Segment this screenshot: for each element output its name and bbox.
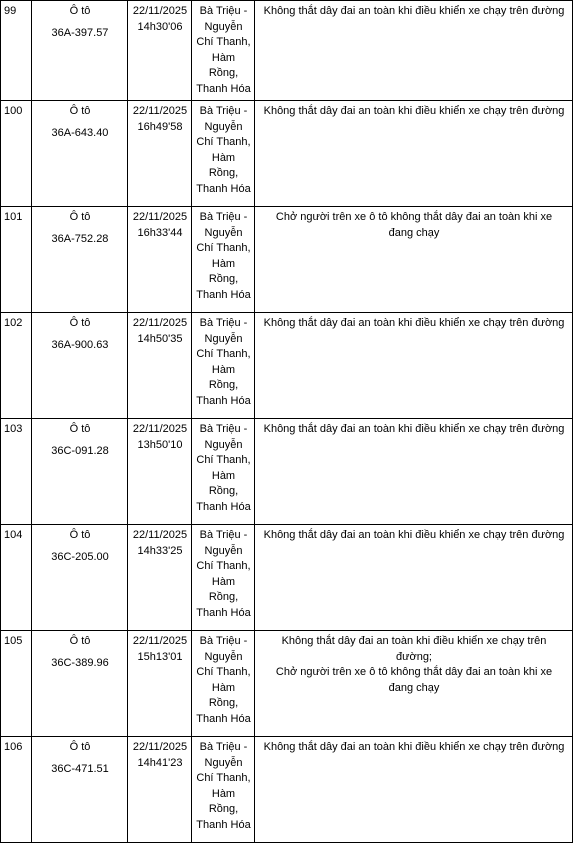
location-line: Rồng,	[208, 67, 239, 79]
vehicle-cell	[32, 101, 128, 207]
vehicle-type: Ô tô	[69, 529, 91, 541]
location-line: Chí Thanh,	[196, 560, 251, 572]
location-line: Rồng,	[208, 485, 239, 497]
time-cell	[128, 207, 192, 313]
location-line: Rồng,	[208, 591, 239, 603]
violation-date: 22/11/2025	[132, 423, 188, 435]
table-row	[1, 207, 573, 313]
violation-text: đường;	[396, 650, 432, 663]
violation-text: đang chạy	[388, 681, 440, 694]
location-line: Hàm	[211, 363, 236, 376]
location-line: Nguyễn	[204, 544, 243, 557]
violations-table-body	[1, 1, 573, 843]
location-line: Chí Thanh,	[196, 772, 251, 784]
violation-text: Chở người trên xe ô tô không thắt dây đai an toàn khi xe	[275, 211, 553, 223]
violation-time: 15h13'01	[137, 650, 183, 663]
location-line: Nguyễn	[204, 332, 243, 345]
violation-time: 14h30'06	[137, 20, 183, 33]
location-line: Nguyễn	[204, 20, 243, 33]
vehicle-type: Ô tô	[69, 211, 91, 223]
license-plate: 36A-643.40	[51, 126, 109, 139]
violation-text: Không thắt dây đai an toàn khi điều khiển xe chạy trên	[281, 635, 547, 647]
location-cell	[192, 313, 255, 419]
location-line: Chí Thanh,	[196, 348, 251, 360]
violation-cell	[255, 313, 573, 419]
location-line: Thanh Hóa	[196, 288, 251, 301]
violation-text: Không thắt dây đai an toàn khi điều khiển xe chạy trên đường	[263, 741, 565, 753]
vehicle-cell	[32, 737, 128, 843]
location-line: Rồng,	[208, 697, 239, 709]
license-plate: 36A-752.28	[51, 232, 109, 245]
location-cell	[192, 419, 255, 525]
location-line: Nguyễn	[204, 120, 243, 133]
location-line: Bà Triệu -	[199, 211, 248, 223]
violation-cell	[255, 419, 573, 525]
location-line: Rồng,	[208, 379, 239, 391]
location-cell	[192, 101, 255, 207]
vehicle-cell	[32, 525, 128, 631]
violation-cell	[255, 207, 573, 313]
vehicle-cell	[32, 1, 128, 101]
time-cell	[128, 101, 192, 207]
license-plate: 36C-389.96	[51, 656, 109, 669]
violation-text: Không thắt dây đai an toàn khi điều khiển xe chạy trên đường	[263, 423, 565, 435]
row-number: 104	[1, 525, 32, 631]
violation-time: 14h33'25	[137, 544, 183, 557]
violation-cell	[255, 525, 573, 631]
vehicle-type: Ô tô	[69, 423, 91, 435]
violation-date: 22/11/2025	[132, 211, 188, 223]
violation-time: 13h50'10	[137, 438, 183, 451]
location-line: Hàm	[211, 787, 236, 800]
location-line: Bà Triệu -	[199, 529, 248, 541]
vehicle-type: Ô tô	[69, 105, 91, 117]
time-cell	[128, 631, 192, 737]
row-number: 101	[1, 207, 32, 313]
location-line: Rồng,	[208, 273, 239, 285]
table-row	[1, 525, 573, 631]
location-line: Bà Triệu -	[199, 5, 248, 17]
row-number: 102	[1, 313, 32, 419]
location-cell	[192, 525, 255, 631]
table-row	[1, 737, 573, 843]
vehicle-type: Ô tô	[69, 5, 91, 17]
location-line: Bà Triệu -	[199, 105, 248, 117]
vehicle-cell	[32, 313, 128, 419]
table-row	[1, 631, 573, 737]
violation-cell	[255, 737, 573, 843]
location-cell	[192, 737, 255, 843]
location-line: Nguyễn	[204, 226, 243, 239]
violation-text: Không thắt dây đai an toàn khi điều khiển xe chạy trên đường	[263, 5, 565, 17]
violation-text: đang chạy	[388, 226, 440, 239]
location-line: Thanh Hóa	[196, 500, 251, 513]
license-plate: 36A-397.57	[51, 26, 109, 39]
location-line: Thanh Hóa	[196, 818, 251, 831]
location-line: Thanh Hóa	[196, 394, 251, 407]
time-cell	[128, 737, 192, 843]
location-line: Rồng,	[208, 167, 239, 179]
row-number: 105	[1, 631, 32, 737]
row-number: 99	[1, 1, 32, 101]
location-line: Hàm	[211, 681, 236, 694]
location-line: Bà Triệu -	[199, 741, 248, 753]
location-line: Chí Thanh,	[196, 136, 251, 148]
violation-time: 14h50'35	[137, 332, 183, 345]
license-plate: 36C-205.00	[51, 550, 109, 563]
location-line: Hàm	[211, 151, 236, 164]
time-cell	[128, 525, 192, 631]
location-line: Chí Thanh,	[196, 454, 251, 466]
violation-date: 22/11/2025	[132, 317, 188, 329]
violation-text: Chở người trên xe ô tô không thắt dây đai an toàn khi xe	[275, 666, 553, 678]
violation-date: 22/11/2025	[132, 635, 188, 647]
location-line: Nguyễn	[204, 650, 243, 663]
row-number: 100	[1, 101, 32, 207]
location-line: Bà Triệu -	[199, 317, 248, 329]
vehicle-type: Ô tô	[69, 317, 91, 329]
violation-date: 22/11/2025	[132, 105, 188, 117]
violation-date: 22/11/2025	[132, 5, 188, 17]
violation-cell	[255, 101, 573, 207]
time-cell	[128, 1, 192, 101]
time-cell	[128, 313, 192, 419]
violation-time: 16h33'44	[137, 226, 183, 239]
location-line: Hàm	[211, 51, 236, 64]
location-line: Hàm	[211, 575, 236, 588]
time-cell	[128, 419, 192, 525]
location-line: Hàm	[211, 469, 236, 482]
row-number: 103	[1, 419, 32, 525]
location-line: Hàm	[211, 257, 236, 270]
location-line: Thanh Hóa	[196, 182, 251, 195]
location-line: Bà Triệu -	[199, 635, 248, 647]
violation-cell	[255, 631, 573, 737]
violation-time: 16h49'58	[137, 120, 183, 133]
location-line: Thanh Hóa	[196, 712, 251, 725]
location-line: Nguyễn	[204, 756, 243, 769]
violation-text: Không thắt dây đai an toàn khi điều khiển xe chạy trên đường	[263, 317, 565, 329]
table-row	[1, 419, 573, 525]
violation-text: Không thắt dây đai an toàn khi điều khiển xe chạy trên đường	[263, 105, 565, 117]
license-plate: 36C-471.51	[51, 762, 109, 775]
location-cell	[192, 631, 255, 737]
location-line: Nguyễn	[204, 438, 243, 451]
vehicle-cell	[32, 631, 128, 737]
vehicle-type: Ô tô	[69, 635, 91, 647]
vehicle-cell	[32, 419, 128, 525]
location-line: Chí Thanh,	[196, 242, 251, 254]
location-line: Bà Triệu -	[199, 423, 248, 435]
location-cell	[192, 1, 255, 101]
license-plate: 36A-900.63	[51, 338, 109, 351]
row-number: 106	[1, 737, 32, 843]
location-line: Thanh Hóa	[196, 606, 251, 619]
table-row	[1, 101, 573, 207]
table-row	[1, 1, 573, 101]
table-row	[1, 313, 573, 419]
violation-time: 14h41'23	[137, 756, 183, 769]
vehicle-type: Ô tô	[69, 741, 91, 753]
location-line: Thanh Hóa	[196, 82, 251, 95]
violation-text: Không thắt dây đai an toàn khi điều khiển xe chạy trên đường	[263, 529, 565, 541]
vehicle-cell	[32, 207, 128, 313]
violation-cell	[255, 1, 573, 101]
location-line: Chí Thanh,	[196, 666, 251, 678]
license-plate: 36C-091.28	[51, 444, 109, 457]
violation-date: 22/11/2025	[132, 741, 188, 753]
location-cell	[192, 207, 255, 313]
location-line: Rồng,	[208, 803, 239, 815]
location-line: Chí Thanh,	[196, 36, 251, 48]
violation-date: 22/11/2025	[132, 529, 188, 541]
